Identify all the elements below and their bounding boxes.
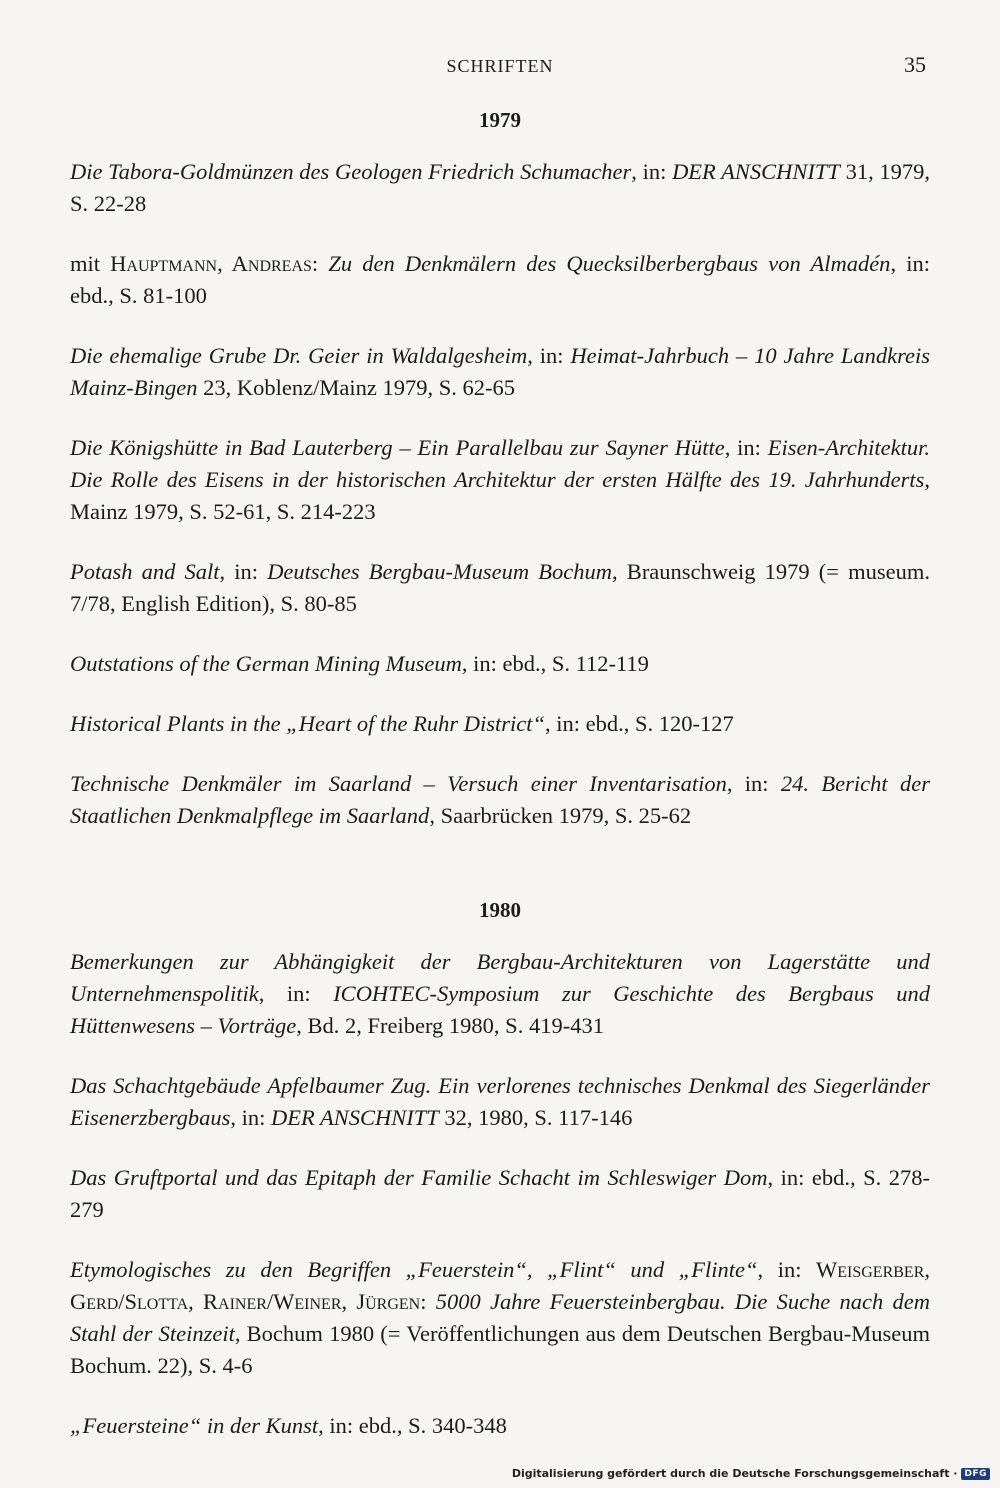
entry-title-text: DER ANSCHNITT [672,159,840,184]
dfg-logo-icon: DFG [961,1468,990,1480]
entry-text: , Bochum 1980 (= Veröffentlichungen aus dem Deutschen Bergbau-Museum Bochum. 22), S. 4-6 [70,1321,930,1378]
bibliography-entry [70,556,930,620]
entry-text: , in: [258,981,334,1006]
entry-text: , Saarbrücken 1979, S. 25-62 [429,803,692,828]
entry-title-text: Die Königshütte in Bad Lauterberg – Ein Parallelbau zur Sayner Hütte [70,435,725,460]
entry-text: , in: [219,559,268,584]
bibliography-entry [70,432,930,528]
entry-text: , in: [757,1257,817,1282]
page-number: 35 [904,52,926,77]
bibliography-entry [70,648,930,680]
entry-text: , in: ebd., S. 81-100 [70,251,930,308]
entry-text: 23, Koblenz/Mainz 1979, S. 62-65 [197,375,515,400]
entry-title-text: Etymologisches zu den Begriffen „Feuerstein“, „Flint“ und „Flinte“ [70,1257,758,1282]
bibliography-content [70,104,930,1442]
bibliography-entry [70,248,930,312]
bibliography-entry [70,340,930,404]
entry-text: , in: [230,1105,272,1130]
bibliography-entry [70,708,930,740]
bibliography-entry [70,1070,930,1134]
entry-text: , in: [726,771,781,796]
entry-text: , in: ebd., S. 120-127 [545,711,734,736]
entry-text: , in: [527,343,571,368]
entry-title-text: Deutsches Bergbau-Museum Bochum [267,559,613,584]
entry-text: , in: ebd., S. 278-279 [70,1165,931,1222]
entry-text: : [420,1289,436,1314]
entry-title-text: Die Tabora-Goldmünzen des Geologen Friedrich Schumacher [70,159,632,184]
entry-text: 31, 1979, S. 22-28 [70,159,931,216]
entry-title-text: Die ehemalige Grube Dr. Geier in Waldalgesheim [70,343,528,368]
author-name: Hauptmann, Andreas [110,251,312,276]
entry-title-text: Eisen-Architektur. Die Rolle des Eisens in der historischen Architektur der ersten Hälfte des 19. Jahrhunderts [70,435,930,492]
entry-text: 32, 1980, S. 117-146 [438,1105,633,1130]
running-head [70,52,930,82]
entry-title-text: Das Gruftportal und das Epitaph der Familie Schacht im Schleswiger Dom [70,1165,768,1190]
entry-title-text: Zu den Denkmälern des Quecksilberbergbaus von Almadén [328,251,891,276]
bibliography-entry [70,156,930,220]
bibliography-entry [70,1254,930,1382]
entry-title-text: „Feuersteine“ in der Kunst [70,1413,319,1438]
entry-text: , in: [631,159,673,184]
entry-title-text: 24. Bericht der Staatlichen Denkmalpflege im Saarland [70,771,930,828]
entry-text: , Mainz 1979, S. 52-61, S. 214-223 [70,467,930,524]
entry-title-text: Historical Plants in the „Heart of the Ruhr District“ [70,711,546,736]
entry-title-text: ICOHTEC-Symposium zur Geschichte des Bergbaus und Hüttenwesens – Vorträge [70,981,930,1038]
entry-title-text: Technische Denkmäler im Saarland – Versuch einer Inventarisation [70,771,727,796]
entry-title-text: DER ANSCHNITT [271,1105,439,1130]
bibliography-entry [70,946,930,1042]
bibliography-entry [70,1410,930,1442]
running-title: SCHRIFTEN [446,56,554,76]
entry-title-text: Heimat-Jahrbuch – 10 Jahre Landkreis Mainz-Bingen [70,343,930,400]
entry-text: , Bd. 2, Freiberg 1980, S. 419-431 [296,1013,604,1038]
entry-text: , Braunschweig 1979 (= museum. 7/78, English Edition), S. 80-85 [70,559,930,616]
entry-title-text: Potash and Salt [70,559,220,584]
entry-text: , in: ebd., S. 340-348 [318,1413,507,1438]
entry-title-text: Bemerkungen zur Abhängigkeit der Bergbau-Architekturen von Lagerstätte und Unternehmenspolitik [70,949,930,1006]
entry-text: mit [70,251,111,276]
bibliography-entry [70,1162,930,1226]
year-heading: 1980 [479,898,521,922]
entry-text: , in: ebd., S. 112-119 [461,651,649,676]
entry-title-text: Das Schachtgebäude Apfelbaumer Zug. Ein verlorenes technisches Denkmal des Siegerländer Eisenerzbergbaus [70,1073,930,1130]
entry-title-text: 5000 Jahre Feuersteinbergbau. Die Suche nach dem Stahl der Steinzeit [70,1289,930,1346]
bibliography-entry [70,768,930,832]
digitization-footer [512,1467,990,1480]
author-name: Weisgerber, Gerd/Slotta, Rainer/Weiner, Jürgen [70,1257,930,1314]
entry-text: , in: [724,435,768,460]
entry-title-text: Outstations of the German Mining Museum [70,651,462,676]
year-heading: 1979 [479,108,521,132]
entry-text: : [311,251,329,276]
footer-credit: Digitalisierung gefördert durch die Deutsche Forschungsgemeinschaft · [511,1467,958,1480]
